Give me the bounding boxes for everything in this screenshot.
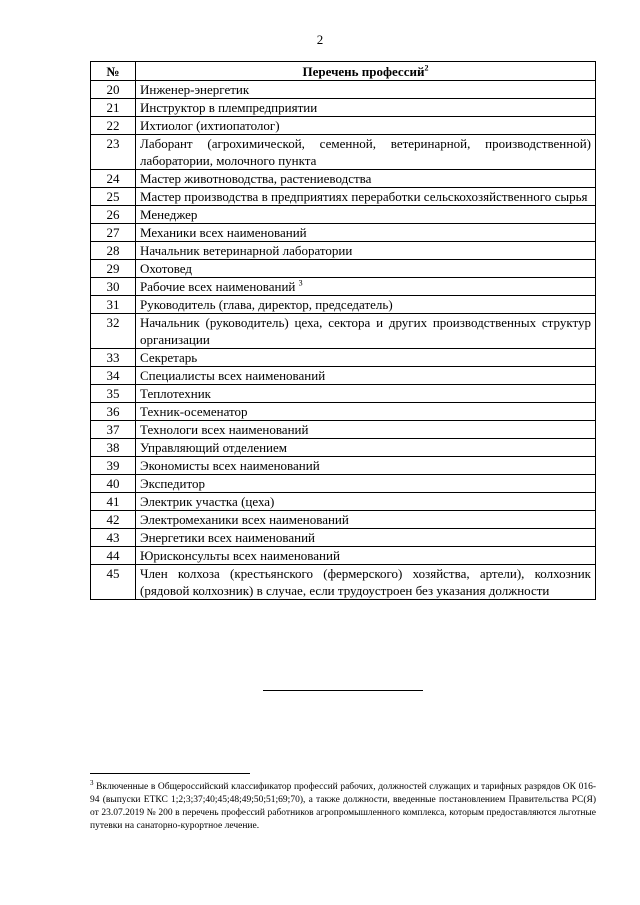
profession-name: Юрисконсульты всех наименований	[140, 548, 340, 563]
profession-name: Начальник ветеринарной лаборатории	[140, 243, 353, 258]
profession-cell	[136, 117, 596, 135]
row-number: 44	[91, 547, 136, 565]
profession-name: Инструктор в племпредприятии	[140, 100, 318, 115]
row-number: 21	[91, 99, 136, 117]
row-number: 35	[91, 385, 136, 403]
table-row	[91, 349, 596, 367]
row-number: 29	[91, 260, 136, 278]
table-row	[91, 188, 596, 206]
profession-name: Электромеханики всех наименований	[140, 512, 349, 527]
table-row	[91, 260, 596, 278]
profession-cell	[136, 81, 596, 99]
table-row	[91, 565, 596, 600]
row-number: 33	[91, 349, 136, 367]
profession-cell	[136, 206, 596, 224]
table-row	[91, 170, 596, 188]
table-row	[91, 367, 596, 385]
profession-name: Технологи всех наименований	[140, 422, 309, 437]
profession-name: Секретарь	[140, 350, 198, 365]
profession-cell	[136, 457, 596, 475]
page-number: 2	[316, 32, 324, 47]
footnote-ref-2: 2	[424, 63, 429, 73]
profession-name: Теплотехник	[140, 386, 211, 401]
profession-cell	[136, 439, 596, 457]
row-number: 38	[91, 439, 136, 457]
row-number: 45	[91, 565, 136, 600]
header-professions	[136, 62, 596, 81]
table-row	[91, 314, 596, 349]
row-number: 31	[91, 296, 136, 314]
profession-cell	[136, 135, 596, 170]
profession-cell	[136, 170, 596, 188]
table-header-row	[91, 62, 596, 81]
profession-cell	[136, 547, 596, 565]
profession-cell	[136, 529, 596, 547]
profession-name: Рабочие всех наименований	[140, 279, 299, 294]
profession-name: Электрик участка (цеха)	[140, 494, 275, 509]
profession-cell	[136, 493, 596, 511]
row-number: 23	[91, 135, 136, 170]
profession-cell	[136, 421, 596, 439]
profession-name: Экспедитор	[140, 476, 205, 491]
footnote-ref-3: 3	[298, 278, 303, 288]
table-row	[91, 529, 596, 547]
profession-name: Мастер производства в предприятиях переработки сельскохозяйственного сырья	[140, 189, 588, 204]
row-number: 36	[91, 403, 136, 421]
profession-cell	[136, 224, 596, 242]
row-number: 41	[91, 493, 136, 511]
profession-name: Менеджер	[140, 207, 198, 222]
table-row	[91, 439, 596, 457]
footnote-marker: 3	[90, 778, 94, 787]
profession-name: Инженер-энергетик	[140, 82, 250, 97]
profession-cell	[136, 565, 596, 600]
table-row	[91, 493, 596, 511]
profession-cell	[136, 349, 596, 367]
footnote-text: Включенные в Общероссийский классификатор профессий рабочих, должностей служащих и тарифных разрядов ОК 016-94 (выпуски ЕТКС 1;2;3;37;40;45;48;49;50;51;69;70), а также должности, введенные постановлением Правительства РС(Я) от 23.07.2019 № 200 в перечень профессий работников агропромышленного комплекса, которым предоставляются льготные путевки на санаторно-курортное лечение.	[90, 782, 596, 831]
profession-cell	[136, 314, 596, 349]
profession-name: Управляющий отделением	[140, 440, 287, 455]
profession-cell	[136, 260, 596, 278]
profession-name: Экономисты всех наименований	[140, 458, 320, 473]
table-row	[91, 117, 596, 135]
table-row	[91, 278, 596, 296]
profession-cell	[136, 242, 596, 260]
table-row	[91, 99, 596, 117]
row-number: 32	[91, 314, 136, 349]
row-number: 40	[91, 475, 136, 493]
table-row	[91, 457, 596, 475]
professions-table	[90, 61, 596, 600]
row-number: 28	[91, 242, 136, 260]
profession-cell	[136, 403, 596, 421]
profession-name: Техник-осеменатор	[140, 404, 248, 419]
table-row	[91, 475, 596, 493]
profession-cell	[136, 475, 596, 493]
row-number: 20	[91, 81, 136, 99]
profession-cell	[136, 278, 596, 296]
row-number: 42	[91, 511, 136, 529]
footnote-rule	[90, 773, 250, 774]
profession-cell	[136, 511, 596, 529]
table-row	[91, 224, 596, 242]
section-divider	[263, 690, 423, 691]
profession-name: Член колхоза (крестьянского (фермерского) хозяйства, артели), колхозник (рядовой колхозник) в случае, если трудоустроен без указания должности	[140, 566, 591, 598]
table-row	[91, 385, 596, 403]
table-row	[91, 242, 596, 260]
profession-cell	[136, 296, 596, 314]
row-number: 25	[91, 188, 136, 206]
row-number: 27	[91, 224, 136, 242]
row-number: 26	[91, 206, 136, 224]
table-row	[91, 421, 596, 439]
profession-name: Лаборант (агрохимической, семенной, ветеринарной, производственной) лаборатории, молочного пункта	[140, 136, 591, 168]
table-row	[91, 547, 596, 565]
table-row	[91, 511, 596, 529]
profession-name: Специалисты всех наименований	[140, 368, 326, 383]
header-number: №	[91, 62, 136, 81]
footnote	[90, 778, 596, 833]
row-number: 39	[91, 457, 136, 475]
profession-name: Охотовед	[140, 261, 193, 276]
header-professions-label: Перечень профессий	[302, 64, 425, 79]
row-number: 22	[91, 117, 136, 135]
profession-name: Начальник (руководитель) цеха, сектора и других производственных структур организации	[140, 315, 591, 347]
profession-cell	[136, 99, 596, 117]
row-number: 24	[91, 170, 136, 188]
profession-cell	[136, 367, 596, 385]
row-number: 30	[91, 278, 136, 296]
table-row	[91, 81, 596, 99]
profession-name: Механики всех наименований	[140, 225, 307, 240]
profession-cell	[136, 385, 596, 403]
profession-name: Энергетики всех наименований	[140, 530, 315, 545]
row-number: 37	[91, 421, 136, 439]
profession-name: Руководитель (глава, директор, председатель)	[140, 297, 393, 312]
table-row	[91, 135, 596, 170]
profession-name: Ихтиолог (ихтиопатолог)	[140, 118, 280, 133]
profession-cell	[136, 188, 596, 206]
table-row	[91, 206, 596, 224]
profession-name: Мастер животноводства, растениеводства	[140, 171, 372, 186]
row-number: 43	[91, 529, 136, 547]
table-row	[91, 403, 596, 421]
table-row	[91, 296, 596, 314]
row-number: 34	[91, 367, 136, 385]
